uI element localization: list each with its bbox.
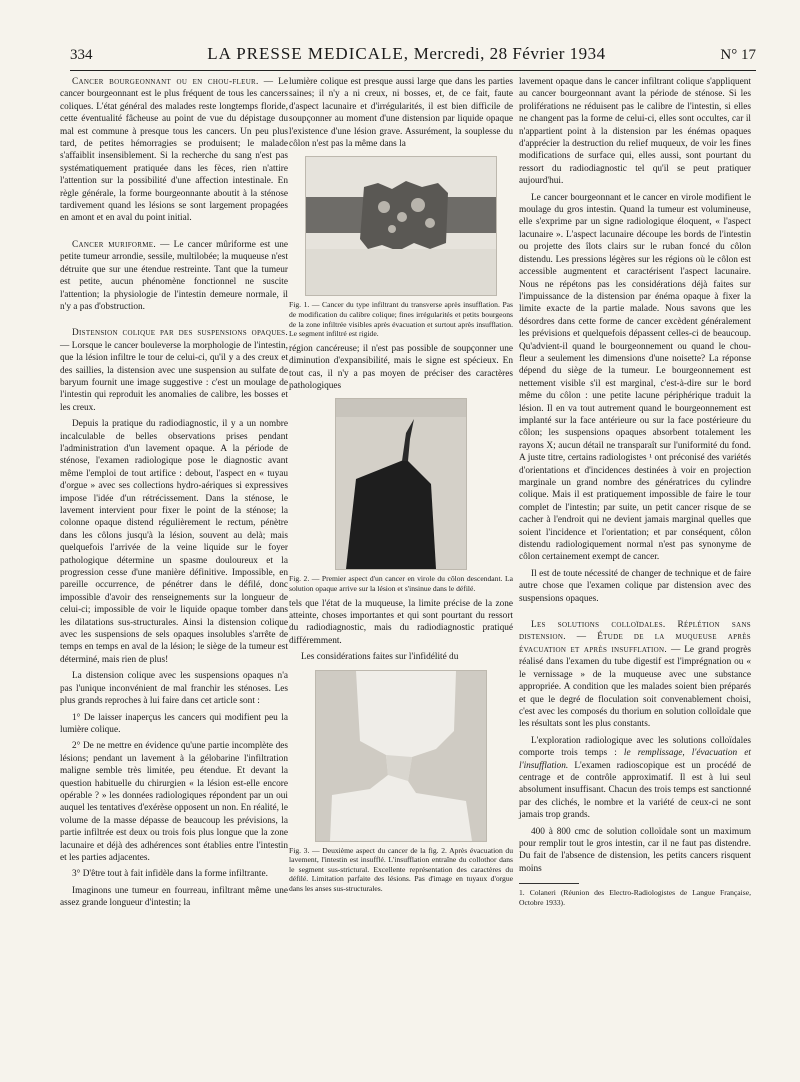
issue-number: N° 17 <box>720 47 756 63</box>
paragraph-text: L'examen radioscopique est un procédé de centrage et de contrôle approximatif. Il est à lui seul absolument insuffisant. Chacun des trois temps est sanctionné par des clichés, le nombre et la variété de ceux-ci ne sont jamais trop grands. <box>519 760 751 821</box>
issue-date: Mercredi, 28 Février 1934 <box>413 44 606 63</box>
paragraph: Les considérations faites sur l'infidélité du <box>301 652 459 663</box>
figure-1 <box>289 156 513 338</box>
section-distension <box>60 327 288 414</box>
figure-2-caption: Fig. 2. — Premier aspect d'un cancer en virole du côlon descendant. La solution opaque arrive sur la lésion et s'insinue dans le défilé. <box>289 574 513 594</box>
paragraph: lavement opaque dans le cancer infiltrant colique s'appliquent au cancer bourgeonnant avant la période de sténose. Si les proliférations ne réduisent pas le calibre de l'intestin, si elles ne changent pas la forme de celui-ci, elles sont occultes, car il n'appartient point à la distension par les énémas opaques d'apprécier la destruction du relief muqueux, de voir les fines modifications de surface qui, elles aussi, sont pourtant du ressort du radiodiagnostic tel qu'il se peut pratiquer aujourd'hui. <box>519 77 751 187</box>
paragraph: Le cancer bourgeonnant et le cancer en virole modifient le moulage du gros intestin. Quand la tumeur est volumineuse, elle s'exprime par un signe radiologique éloquent, « l'aspect lacunaire ». L'aspect lacunaire découpe les bords de l'intestin ou projette des îlots clairs sur le ruban foncé du côlon distendu. Les pressions légères sur les régions où le côlon est accessible augmentent et caractérisent l'aspect lacunaire. Nous ne répétons pas les considérations déjà faites sur l'impuissance de la distension par énéma opaque à fixer la limite exacte de la partie malade. Nous savons que les désordres dans cette forme de cancer excèdent généralement les prévisions et quelquefois dépassent celles-ci de beaucoup. Qu'advient-il quand le bourgeonnement ou quand le chou-fleur a seulement les dimensions d'une noisette? La réponse dépend du siège de la tumeur. Le bourgeonnement est nettement visible s'il est marginal, c'est-à-dire sur le bord même du côlon : une petite lacune périphérique traduit la lésion. Il en va tout autrement quand le bourgeonnement est implanté sur la face antérieure ou sur la face postérieure du côlon; les suspensions opaques absorbent totalement les rayons X; aucun détail ne transparaît sur l'uniformité du fond. A juste titre, certains radiologistes ¹ ont préconisé des variétés d'orientations et d'incidences destinées à voir en projection marginale un grand nombre des génératrices du cylindre colique. Mais il est pratiquement impossible de faire le tour complet de l'intestin; par suite, un petit cancer risque de se cacher à l'endroit qui ne devient jamais marginal quelles que soient l'incidence et l'orientation; et par conséquent, côlon distendu radiologiquement normal n'est pas synonyme de côlon certainement exempt de cancer. <box>519 192 751 563</box>
journal-title: LA PRESSE MEDICALE, <box>207 44 410 63</box>
radiograph-fig2-drawing <box>336 399 466 569</box>
paragraph: Depuis la pratique du radiodiagnostic, il y a un nombre incalculable de belles observations prises pendant l'administration d'un lavement opaque. A la période de sténose, l'examen radiologique pose le diagnostic avant même l'emploi de tout artifice : debout, l'aspect en « tuyau d'orgue » avec ses collections hydro-aériques si expressives impose l'idée d'un rétrécissement. Dans la sténose, le lavement intervient pour fixer le point de la sténose; la colonne opaque distend régulièrement le rectum, pénètre dans les côlons jusqu'à la lésion, souvent au delà; mais quelquefois l'arrivée de la veine liquide sur le foyer pathologique détermine un spasme douloureux et la progression cesse d'une manière définitive. Impossible, en pareille occurrence, de pénétrer dans le défilé, donc impossible d'avoir des renseignements sur la longueur de celui-ci; impossible de voir le liquide opaque tomber dans les dilatations sus-structurales. Ainsi la distension colique avec les suspensions de sels opaques insolubles s'arrête de temps en temps en aval de la lésion; le siège de la tumeur est déterminé, mais rien de plus! <box>60 419 288 665</box>
paragraph: lumière colique est presque aussi large que dans les parties saines; il n'y a ni creux, ni bosses, et, de ce fait, faute d'aspect lacunaire et d'irrégularités, il est bien difficile de soupçonner au moment d'une distension par liquide opaque l'existence d'une lésion grave. Assurément, la souplesse du côlon n'est pas la même dans la <box>289 77 513 150</box>
paragraph: Il est de toute nécessité de changer de technique et de faire autre chose que l'examen colique par distension avec des suspensions opaques. <box>519 568 751 604</box>
paragraph <box>519 735 751 822</box>
emphasis-text: le remplissage, l'évacuation et l'insufflation. <box>519 748 751 771</box>
paragraph: tels que l'état de la muqueuse, la limite précise de la zone atteinte, choses importantes et qui sont pourtant du ressort du radiodiagnostic, mais du radiodiagnostic pratiqué différemment. <box>289 598 513 646</box>
radiograph-fig3 <box>315 670 487 842</box>
paragraph-text: L'exploration radiologique avec les solutions colloïdales comporte trois temps : <box>519 735 751 759</box>
paragraph: 3° D'être tout à fait infidèle dans la forme infiltrante. <box>72 869 268 880</box>
page-number: 334 <box>70 47 93 63</box>
running-header <box>70 44 756 71</box>
radiograph-fig3-drawing <box>316 671 486 841</box>
paragraph: 1° De laisser inaperçus les cancers qui modifient peu la lumière colique. <box>60 712 288 735</box>
figure-3-caption: Fig. 3. — Deuxième aspect du cancer de la fig. 2. Après évacuation du lavement, l'intestin est insufflé. L'insufflation entraîne du collothor dans le segment sus-strictural. Excellente représentation des caractères du défilé. Limitation parfaite des lésions. Pas d'image en tuyaux d'orgue dans les anses sus-structurales. <box>289 845 513 894</box>
column-1 <box>60 76 288 914</box>
footnote: 1. Colaneri (Réunion des Electro-Radiologistes de Langue Française, Octobre 1933). <box>519 888 751 907</box>
paragraph-text: — Le cancer bourgeonnant est le plus fréquent de tous les cancers coliques. L'état général des malades reste longtemps floride, cette éventualité fâcheuse au point de vue du dépistage du mal est commune à presque tous les cancers. Un peu plus tard, de petites hémorragies se produisent; le malade s'affaiblit insensiblement. Si la recherche du sang n'est pas systématiquement pratiquée dans les fèces, rien n'attire l'attention sur la possibilité d'une affection intestinale. En règle générale, la forme bourgeonnante aboutit à la sténose tardivement quand les lésions se sont largement propagées en amont et en aval du point initial. <box>60 77 288 224</box>
paragraph: La distension colique avec les suspensions opaques n'a pas l'unique inconvénient de mal franchir les sténoses. Les plus grands reproches à lui faire dans cet article sont : <box>60 671 288 707</box>
figure-1-caption: Fig. 1. — Cancer du type infiltrant du transverse après insufflation. Pas de modification du calibre colique; fines irrégularités et petits bourgeons de la zone infiltrée visibles après évacuation et surtout après insufflation. Le segment infiltré est rigide. <box>289 300 513 339</box>
section-heading: Cancer bourgeonnant ou en chou-fleur. <box>72 77 259 87</box>
paragraph: région cancéreuse; il n'est pas possible de soupçonner une diminution d'expansibilité, mais le signe est spécieux. En tout cas, il n'y a pas moyen de préciser des caractères pathologiques <box>289 343 513 392</box>
paragraph: Imaginons une tumeur en fourreau, infiltrant même une assez grande longueur d'intestin; la <box>60 885 288 909</box>
radiograph-fig2 <box>335 398 467 570</box>
section-solutions-colloidales <box>519 619 751 731</box>
column-3 <box>519 76 751 908</box>
section-heading: Distension colique par des suspensions opaques. <box>72 328 288 339</box>
figure-3 <box>289 670 513 894</box>
column-2 <box>289 76 513 898</box>
paragraph: 2° De ne mettre en évidence qu'une partie incomplète des lésions; pendant un lavement à la gélobarine l'infiltration maligne semble très limitée, peu étendue. Et devant la question habituelle du chirurgien « la lésion est-elle encore opérable ? » les données radiologiques répondent par un oui auquel les tentatives d'exérèse opposent un non. En réalité, le volume de la masse dépasse de beaucoup les prévisions, la partie infiltrée est deux ou trois fois plus longue que la zone lacunaire et déjà des adhérences sont établies entre l'intestin et les parties adjacentes. <box>60 741 288 863</box>
paragraph: 400 à 800 cmc de solution colloïdale sont un maximum pour remplir tout le gros intestin, car il ne faut pas distendre. Du fait de l'absence de distension, les petits cancers risquent moins <box>519 826 751 874</box>
section-bourgeonnant <box>60 76 288 225</box>
paragraph-text: — Le cancer mûriforme est une petite tumeur arrondie, sessile, multilobée; la muqueuse n'est détruite que sur une étendue restreinte. Tant que la tumeur est petite, aucun phénomène fonctionnel ne suscite l'attention; la physiologie de l'intestin demeure normale, il n'y a pas d'obstruction. <box>60 239 288 312</box>
footnote-rule <box>519 883 579 884</box>
radiograph-fig1 <box>305 156 497 296</box>
section-heading: Les solutions colloïdales. Réplétion sans distension. — Étude de la muqueuse après évacuation et après insufflation. <box>519 620 751 655</box>
figure-2 <box>289 398 513 593</box>
section-muriforme <box>60 239 288 313</box>
journal-title-line <box>207 44 605 64</box>
radiograph-fig1-drawing <box>306 157 496 295</box>
paragraph-text: — Le grand progrès réalisé dans l'examen du tube digestif est l'imprégnation ou « le vernissage » de la muqueuse avec une substance appropriée. A condition que les malades soient bien préparés et que le degré de floculation soit convenablement choisi, c'est avec les composés du thorium en solution colloïdale que les résultats sont les plus constants. <box>519 644 751 730</box>
section-heading: Cancer muriforme. <box>72 239 156 250</box>
paragraph-text: — Lorsque le cancer bouleverse la morphologie de l'intestin, que la lésion infiltre le tour de celui-ci, qu'il y a des creux et des saillies, la distension avec une suspension au sulfate de baryum fournit une image suggestive : c'est un moulage de l'intestin qui reproduit les anomalies de calibre, les bosses et les creux. <box>60 340 288 413</box>
